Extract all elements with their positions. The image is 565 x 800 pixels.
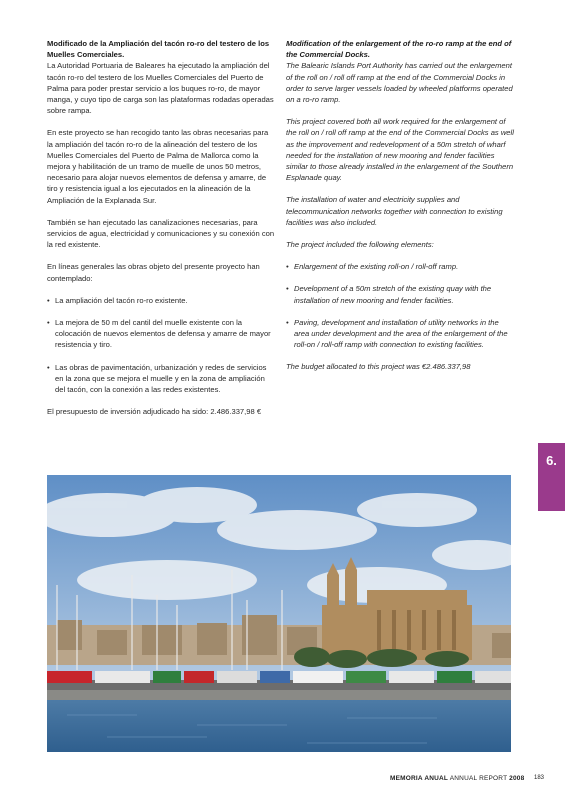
spanish-budget: El presupuesto de inversión adjudicado ha sido: 2.486.337,98 € [47, 407, 262, 417]
section-tab: 6. [538, 443, 565, 511]
english-column [286, 38, 514, 384]
spanish-paragraph: La Autoridad Portuaria de Baleares ha ejecutado la ampliación del tacón ro-ro del testero de los Muelles Comerciales del Puerto de Palma para poder prestar servicio a los buques ro-ro, de mayor manga, y cuyo tipo de carga son las plataformas rodadas operadas sobre rampa. [47, 61, 274, 116]
bullet-icon: • [286, 317, 289, 327]
list-item: • Enlargement of the existing roll-on / roll-off ramp. [286, 262, 459, 272]
bullet-icon: • [286, 284, 289, 294]
english-title: Modification of the enlargement of the ro-ro ramp at the end of the Commercial Docks. [286, 39, 512, 60]
bullet-icon: • [47, 295, 50, 305]
list-item: • La mejora de 50 m del cantil del muelle existente con la colocación de nuevos elementos de defensa y amarre de mayor resistencia y tiro. [47, 318, 271, 350]
page-number: 183 [534, 775, 545, 781]
spanish-paragraph: En líneas generales las obras objeto del presente proyecto han contemplado: [47, 262, 260, 283]
list-item: • Development of a 50m stretch of the existing quay with the installation of new mooring and fender facilities. [286, 284, 492, 305]
english-paragraph: The installation of water and electricity supplies and telecommunication networks together with connection to existing facilities was also included. [286, 195, 503, 227]
spanish-title: Modificado de la Ampliación del tacón ro-ro del testero de los Muelles Comerciales. [47, 39, 270, 60]
footer-annual-report: ANNUAL REPORT [449, 775, 508, 782]
spanish-column [47, 38, 275, 428]
report-footer [390, 775, 524, 782]
spanish-paragraph: En este proyecto se han recogido tanto las obras necesarias para la ampliación del tacón ro-ro de la alineación del testero de los Muelles Comerciales del Puerto de Palma de Mallorca como la mejora y habilitación de un tramo de muelle de unos 50 metros, necesario para alojar nuevos elementos de defensa y amarre, de tiro y resistencia igual a los ejecutados en la alineación de la Ampliación de la Explanada Sur. [47, 128, 269, 205]
spanish-paragraph: También se han ejecutado las canalizaciones necesarias, para servicios de agua, electricidad y comunicaciones y su conexión con la red existente. [47, 217, 275, 250]
footer-year: 2008 [509, 775, 525, 782]
spanish-bullet-list [47, 295, 275, 395]
bullet-icon: • [47, 362, 50, 372]
english-bullet-list [286, 261, 514, 350]
english-paragraph: The project included the following elements: [286, 240, 434, 250]
list-item: • Paving, development and installation of utility networks in the area under development and the area of the enlargement of the roll-on / roll-off ramp with connection to existing facilities. [286, 317, 508, 350]
list-item: • La ampliación del tacón ro-ro existente. [47, 295, 188, 305]
bullet-icon: • [47, 318, 50, 328]
list-item: • Las obras de pavimentación, urbanización y redes de servicios en la zona que se mejora el muelle y en la zona de ampliación del tacón, con la conexión a las redes existentes. [47, 362, 267, 395]
harbour-cathedral-photo [47, 475, 511, 752]
english-paragraph: The Balearic Islands Port Authority has carried out the enlargement of the roll on / roll off ramp at the end of the Commercial Docks in order to serve larger vessels loaded by wheeled platforms operated on a ro-ro ramp. [286, 61, 513, 105]
english-paragraph: This project covered both all work required for the enlargement of the roll on / roll off ramp at the end of the Commercial Docks as well as the improvement and redevelopment of a 50m stretch of wharf needed for the installation of new mooring and fender facilities similar to those already installed in the enlargement of the Southern Esplanade quay. [286, 117, 514, 183]
english-budget: The budget allocated to this project was €2.486.337,98 [286, 362, 471, 372]
footer-memoria: MEMORIA ANUAL [390, 775, 449, 782]
bullet-icon: • [286, 262, 289, 272]
